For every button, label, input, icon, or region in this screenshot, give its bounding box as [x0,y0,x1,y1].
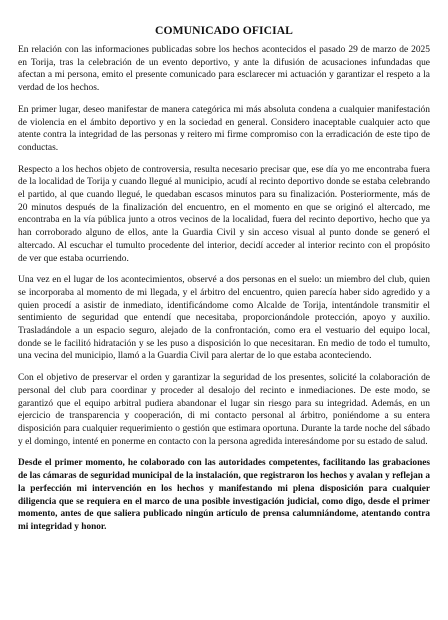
paragraph-intro: En relación con las informaciones publicadas sobre los hechos acontecidos el pasado 29 de marzo de 2025 en Torija, tras la celebración de un evento deportivo, y ante la difusión de acusaciones infundadas que afectan a mi persona, emito el presente comunicado para esclarecer mi actuación y garantizar el respeto a la verdad de los hechos. [18,45,430,94]
document-title: COMUNICADO OFICIAL [154,24,294,37]
paragraph-closing: Desde el primer momento, he colaborado con las autoridades competentes, facilitando las grabaciones de las cámaras de seguridad municipal de la instalación, que registraron los hechos y avalan y reflejan a la perfección mi intervención en los hechos y manifestando mi plena disposición para cualquier diligencia que se requiera en el marco de una posible investigación judicial, como digo, desde el primer momento, antes de que saliera publicado ningún artículo de prensa calumniándome, atentando contra mi integridad y honor. [18,458,430,532]
document-page [18,24,430,543]
paragraph-assistance: Una vez en el lugar de los acontecimientos, observé a dos personas en el suelo: un miembro del club, quien se incorporaba al momento de mi llegada, y el árbitro del encuentro, quien parecía haber sido agredido y a quien procedí a asistir de inmediato, identificándome como Alcalde de Torija, intentándole transmitir el sentimiento de seguridad que entendí que necesitaba, proporcionándole protección, apoyo y auxilio. Trasladándole a un espacio seguro, alejado de la confrontación, como era el vestuario del equipo local, donde se le facilitó hidratación y se les puso a disposición lo que necesitaran. En medio de todo el tumulto, una vecina del municipio, llamó a la Guardia Civil para alertar de lo que estaba aconteciendo. [18,275,430,362]
paragraph-order: Con el objetivo de preservar el orden y garantizar la seguridad de los presentes, solicité la colaboración de personal del club para coordinar y proceder al desalojo del recinto e inmediaciones. De este modo, se garantizó que el equipo arbitral pudiera abandonar el lugar sin riesgo para su integridad. Además, en un ejercicio de transparencia y cooperación, di mi contacto personal al árbitro, poniéndome a su entera disposición para cualquier requerimiento o gestión que estimara oportuna. Durante la tarde noche del sábado y el domingo, intenté en ponerme en contacto con la persona agredida interesándome por su estado de salud. [18,373,430,447]
paragraph-condemnation: En primer lugar, deseo manifestar de manera categórica mi más absoluta condena a cualquier manifestación de violencia en el ámbito deportivo y en la sociedad en general. Considero inaceptable cualquier acto que atente contra la integridad de las personas y reitero mi firme compromiso con la erradicación de este tipo de conductas. [18,104,430,153]
paragraph-facts: Respecto a los hechos objeto de controversia, resulta necesario precisar que, ese día yo me encontraba fuera de la localidad de Torija y cuando llegué al municipio, acudí al recinto deportivo donde se estaba celebrando el partido, al que cuando llegué, le quedaban escasos minutos para su finalización. Posteriormente, más de 20 minutos después de la finalización del encuentro, en el momento en que se originó el altercado, me encontraba en la vía pública junto a otros vecinos de la localidad, fuera del recinto deportivo, hecho que ya han corroborado alguno de ellos, ante la Guardia Civil y sin acceso visual al punto donde se generó el altercado. Al escuchar el tumulto procedente del interior, decidí acceder al interior recinto con el propósito de ver que estaba ocurriendo. [18,164,430,264]
